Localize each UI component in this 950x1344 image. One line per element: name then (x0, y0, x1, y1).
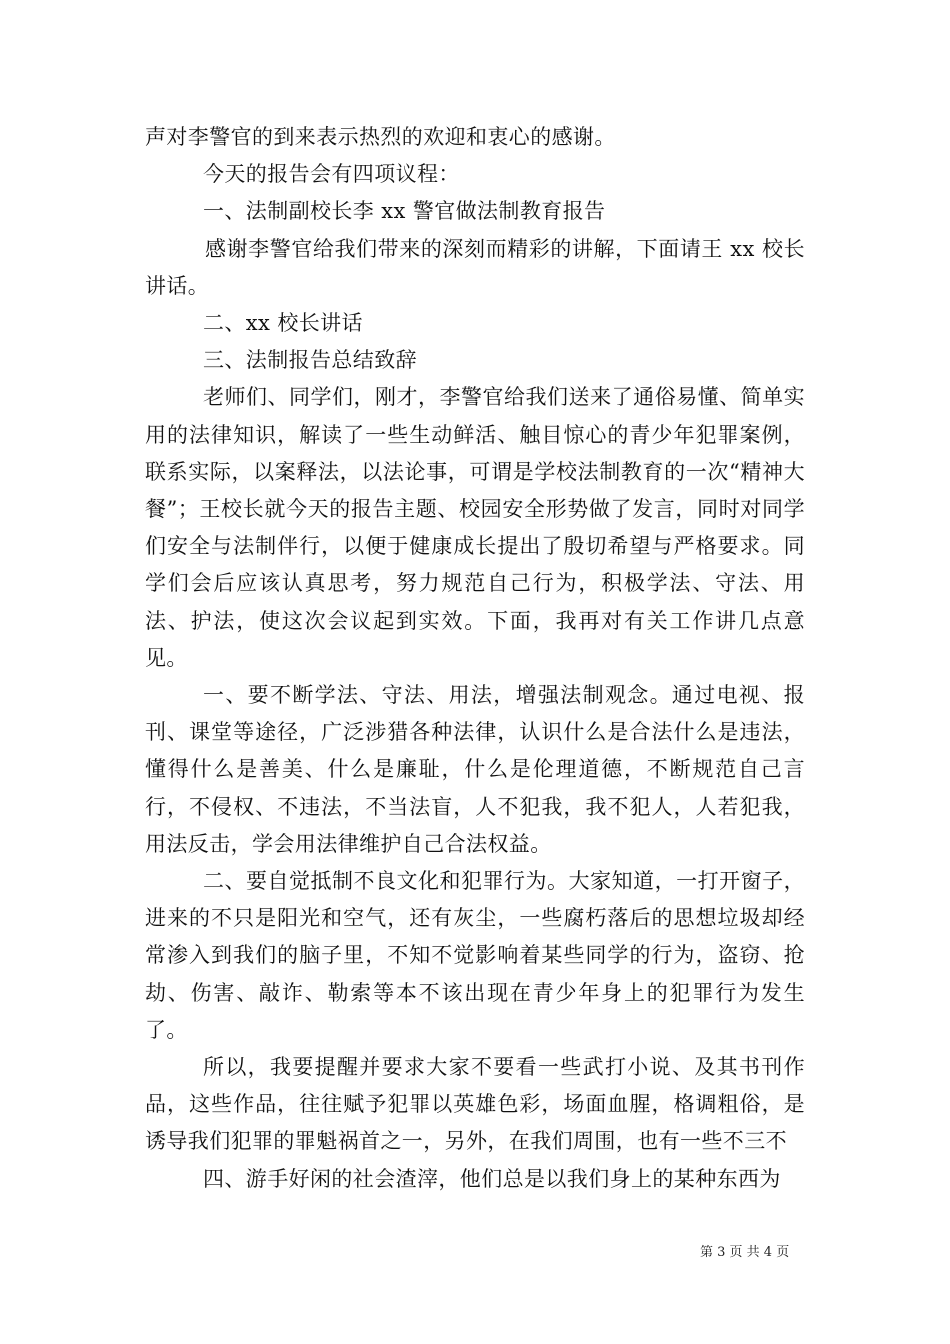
paragraph: 所以，我要提醒并要求大家不要看一些武打小说、及其书刊作品，这些作品，往往赋予犯罪以英雄色彩，场面血腥，格调粗俗，是诱导我们犯罪的罪魁祸首之一，另外，在我们周围，也有一些不三不 (145, 1055, 805, 1154)
paragraph: 四、游手好闲的社会渣滓，他们总是以我们身上的某种东西为 (203, 1166, 781, 1191)
page-number: 第 3 页 共 4 页 (700, 1245, 790, 1260)
document-body (145, 119, 805, 1198)
paragraph: 三、法制报告总结致辞 (203, 348, 417, 373)
paragraph: 今天的报告会有四项议程： (203, 162, 460, 187)
paragraph: 老师们、同学们，刚才，李警官给我们送来了通俗易懂、简单实用的法律知识，解读了一些生动鲜活、触目惊心的青少年犯罪案例，联系实际，以案释法，以法论事，可谓是学校法制教育的一次“精神大餐”；王校长就今天的报告主题、校园安全形势做了发言，同时对同学们安全与法制伴行，以便于健康成长提出了殷切希望与严格要求。同学们会后应该认真思考，努力规范自己行为，积极学法、守法、用法、护法，使这次会议起到实效。下面，我再对有关工作讲几点意见。 (145, 385, 805, 670)
paragraph: 一、法制副校长李 xx 警官做法制教育报告 (203, 199, 606, 224)
paragraph: 声对李警官的到来表示热烈的欢迎和衷心的感谢。 (145, 125, 616, 149)
paragraph: 一、要不断学法、守法、用法，增强法制观念。通过电视、报刊、课堂等途径，广泛涉猎各种法律，认识什么是合法什么是违法，懂得什么是善美、什么是廉耻，什么是伦理道德，不断规范自己言行，不侵权、不违法，不当法盲，人不犯我，我不犯人，人若犯我，用法反击，学会用法律维护自己合法权益。 (145, 683, 805, 856)
paragraph: 二、xx 校长讲话 (203, 311, 363, 336)
paragraph: 感谢李警官给我们带来的深刻而精彩的讲解，下面请王 xx 校长讲话。 (145, 236, 805, 298)
paragraph: 二、要自觉抵制不良文化和犯罪行为。大家知道，一打开窗子，进来的不只是阳光和空气，还有灰尘，一些腐朽落后的思想垃圾却经常渗入到我们的脑子里，不知不觉影响着某些同学的行为，盗窃、抢劫、伤害、敲诈、勒索等本不该出现在青少年身上的犯罪行为发生了。 (145, 869, 805, 1042)
